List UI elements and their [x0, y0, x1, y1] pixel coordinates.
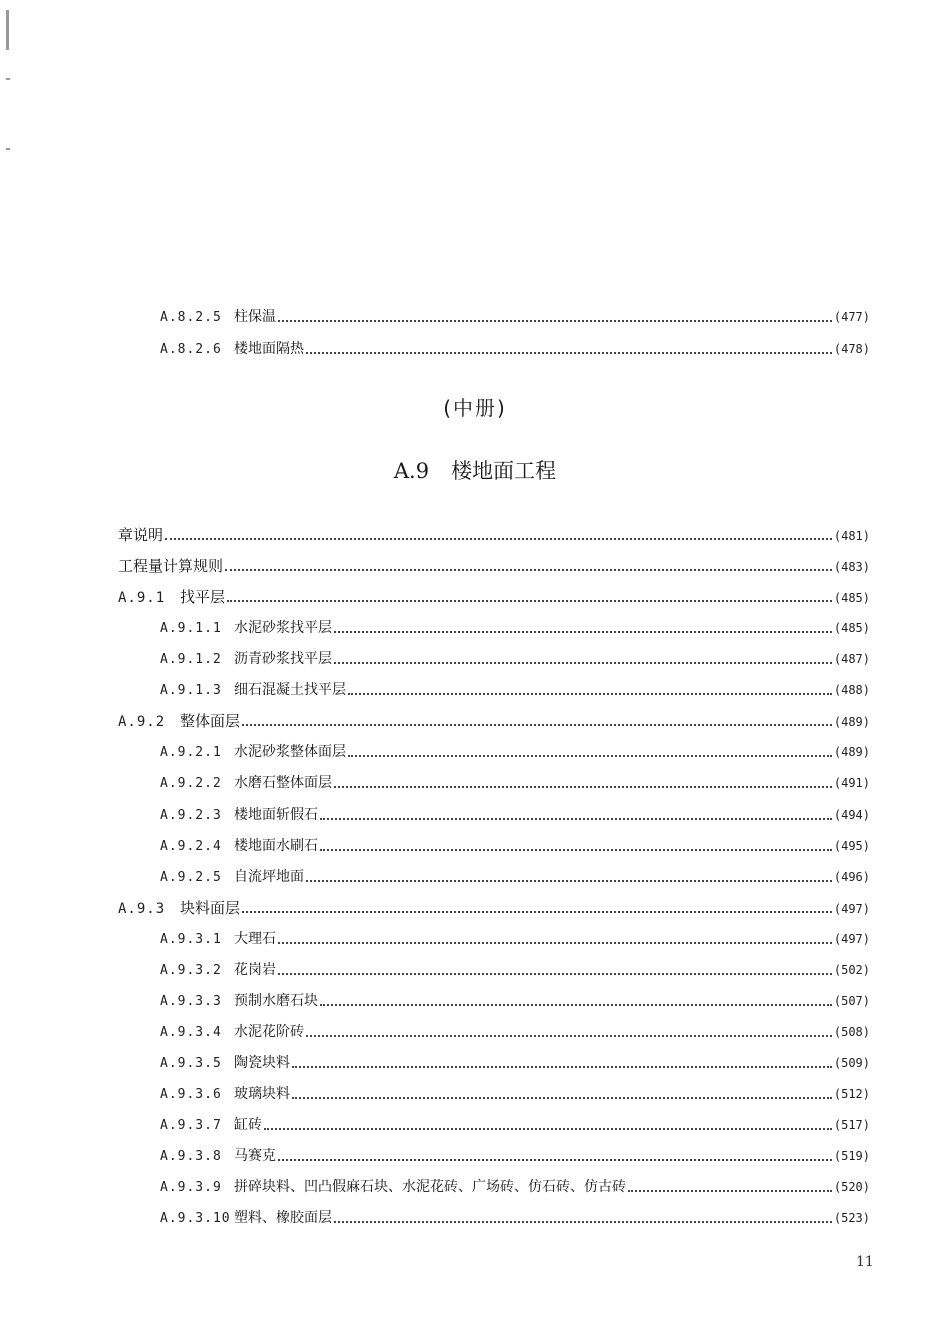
entry-number: A.9.1.1: [160, 621, 222, 637]
entry-title: 水泥花阶砖: [234, 1023, 304, 1040]
entry-title: 楼地面斩假石: [234, 806, 318, 823]
dot-leader: [334, 786, 832, 788]
dot-leader: [306, 880, 832, 882]
toc-entry[interactable]: [118, 897, 870, 919]
entry-page: (519): [833, 1149, 870, 1163]
toc-entry[interactable]: [160, 679, 870, 701]
entry-title: 细石混凝土找平层: [234, 682, 346, 699]
entry-page: (483): [833, 560, 870, 574]
chapter-title: 楼地面工程: [451, 459, 557, 483]
dot-leader: [264, 1128, 832, 1130]
dot-leader: [292, 1097, 832, 1099]
entry-number: A.9.3.5: [160, 1055, 222, 1071]
entry-title: 水泥砂浆找平层: [234, 620, 332, 637]
toc-entry[interactable]: [160, 959, 870, 981]
toc-entry[interactable]: [160, 835, 870, 857]
entry-title: 塑料、橡胶面层: [234, 1210, 332, 1227]
entry-number: A.8.2.5: [160, 310, 222, 325]
toc-entry[interactable]: [160, 772, 870, 794]
entry-page: (507): [833, 993, 870, 1008]
entry-number: A.9.1.3: [160, 683, 222, 699]
entry-page: (497): [833, 931, 870, 946]
dot-leader: [348, 693, 832, 695]
entry-title: 整体面层: [180, 712, 241, 731]
entry-page: (491): [833, 776, 870, 791]
entry-title: 水磨石整体面层: [234, 775, 332, 792]
entry-page: (497): [833, 901, 870, 916]
entry-title: 缸砖: [234, 1117, 262, 1133]
entry-page: (494): [833, 807, 870, 822]
entry-page: (495): [833, 838, 870, 853]
entry-page: (496): [833, 869, 870, 884]
entry-number: A.9.3.7: [160, 1118, 222, 1133]
entry-title: 拼碎块料、凹凸假麻石块、水泥花砖、广场砖、仿石砖、仿古砖: [234, 1179, 626, 1196]
entry-page: (481): [833, 529, 870, 543]
toc-entry[interactable]: [160, 1114, 870, 1136]
toc-entry[interactable]: [160, 306, 870, 328]
entry-page: (487): [833, 652, 870, 667]
dot-leader: [278, 942, 832, 944]
entry-title: 陶瓷块料: [234, 1054, 290, 1071]
toc-entry[interactable]: [160, 804, 870, 826]
entry-title: 花岗岩: [234, 961, 276, 978]
dot-leader: [292, 1066, 832, 1068]
toc-entry[interactable]: [118, 586, 870, 608]
chapter-heading: [0, 455, 950, 485]
dot-leader: [320, 818, 832, 820]
entry-page: (485): [833, 591, 870, 606]
toc-entry[interactable]: [118, 710, 870, 732]
entry-title: 玻璃块料: [234, 1085, 290, 1102]
entry-number: A.8.2.6: [160, 342, 222, 357]
toc-entry[interactable]: [160, 1145, 870, 1167]
volume-heading: (中册): [443, 396, 507, 420]
entry-number: A.9.2.3: [160, 807, 222, 823]
entry-number: A.9.3.3: [160, 993, 222, 1009]
dot-leader: [306, 352, 832, 354]
toc-entry[interactable]: [160, 1207, 870, 1229]
dot-leader: [165, 538, 832, 540]
entry-page: (489): [833, 715, 870, 730]
entry-title: 楼地面隔热: [234, 341, 304, 357]
entry-number: A.9.1.2: [160, 652, 222, 668]
entry-number: A.9.3.9: [160, 1180, 222, 1196]
entry-page: (509): [833, 1055, 870, 1070]
toc-entry[interactable]: [160, 928, 870, 950]
dot-leader: [334, 1221, 832, 1223]
entry-number: A.9.1: [118, 590, 166, 607]
toc-entry[interactable]: [160, 648, 870, 670]
entry-number: A.9.3.1: [160, 931, 222, 947]
entry-page: (477): [833, 310, 870, 324]
dot-leader: [242, 911, 832, 913]
entry-number: A.9.3.6: [160, 1086, 222, 1102]
dot-leader: [278, 973, 832, 975]
dot-leader: [334, 662, 832, 664]
entry-page: (489): [833, 745, 870, 760]
entry-title: 水泥砂浆整体面层: [234, 744, 346, 761]
dot-leader: [348, 755, 832, 757]
entry-page: (508): [833, 1024, 870, 1039]
entry-title: 找平层: [180, 588, 226, 607]
entry-title: 马赛克: [234, 1148, 276, 1164]
entry-page: (520): [833, 1180, 870, 1195]
entry-number: A.9.2.1: [160, 745, 222, 761]
toc-entry[interactable]: [118, 524, 870, 546]
toc-entry[interactable]: [160, 1083, 870, 1105]
toc-entry[interactable]: [160, 338, 870, 360]
chapter-number: A.9: [393, 459, 430, 483]
scan-edge-mark: [6, 78, 10, 80]
toc-entry[interactable]: [118, 555, 870, 577]
toc-entry[interactable]: [160, 1052, 870, 1074]
entry-number: A.9.2.5: [160, 869, 222, 885]
dot-leader: [227, 600, 832, 602]
entry-number: A.9.3.10: [160, 1211, 231, 1227]
entry-title: 块料面层: [180, 898, 241, 917]
entry-page: (517): [833, 1118, 870, 1132]
entry-title: 工程量计算规则: [118, 557, 224, 575]
dot-leader: [334, 631, 832, 633]
toc-entry[interactable]: [160, 866, 870, 888]
entry-title: 预制水磨石块: [234, 992, 318, 1009]
entry-page: (488): [833, 683, 870, 698]
dot-leader: [242, 724, 832, 726]
toc-entry[interactable]: [160, 1021, 870, 1043]
entry-title: 自流坪地面: [234, 868, 304, 885]
entry-number: A.9.3.8: [160, 1149, 222, 1164]
scan-edge-mark: [6, 148, 10, 150]
entry-page: (485): [833, 621, 870, 636]
entry-number: A.9.2: [118, 714, 166, 731]
entry-number: A.9.2.4: [160, 838, 222, 854]
entry-title: 大理石: [234, 930, 276, 947]
entry-title: 沥青砂浆找平层: [234, 651, 332, 668]
entry-title: 柱保温: [234, 309, 276, 325]
toc-entry[interactable]: [160, 617, 870, 639]
entry-number: A.9.2.2: [160, 776, 222, 792]
dot-leader: [306, 1035, 832, 1037]
entry-number: A.9.3: [118, 900, 166, 917]
entry-page: (478): [833, 342, 870, 356]
dot-leader: [628, 1190, 832, 1192]
scan-edge-mark: [6, 10, 9, 50]
dot-leader: [278, 320, 832, 322]
page-number: 11: [856, 1254, 874, 1270]
dot-leader: [320, 1004, 832, 1006]
entry-page: (502): [833, 962, 870, 977]
entry-title: 楼地面水刷石: [234, 837, 318, 854]
entry-number: A.9.3.4: [160, 1024, 222, 1040]
toc-entry[interactable]: [160, 1176, 870, 1198]
entry-page: (523): [833, 1211, 870, 1226]
toc-entry[interactable]: [160, 990, 870, 1012]
entry-page: (512): [833, 1086, 870, 1101]
toc-entry[interactable]: [160, 741, 870, 763]
dot-leader: [225, 569, 832, 571]
entry-title: 章说明: [118, 526, 164, 544]
entry-number: A.9.3.2: [160, 962, 222, 978]
dot-leader: [320, 849, 832, 851]
dot-leader: [278, 1159, 832, 1161]
